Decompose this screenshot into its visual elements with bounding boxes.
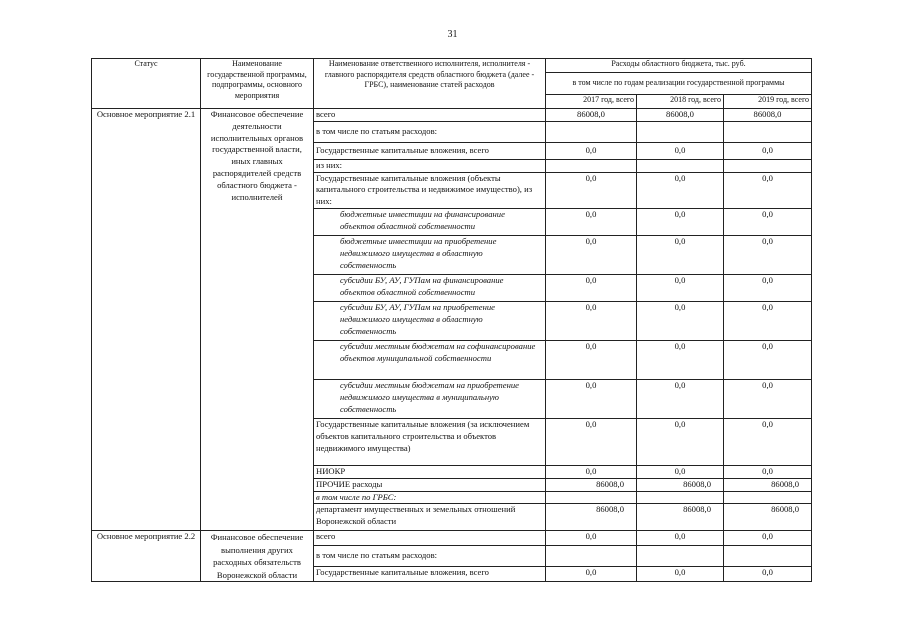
row-label: субсидии БУ, АУ, ГУПам на финансирование объектов областной собственности <box>314 274 546 301</box>
row-value-2018: 86008,0 <box>637 109 724 122</box>
row-label: субсидии БУ, АУ, ГУПам на приобретение недвижимого имущества в областную собственность <box>314 301 546 340</box>
block2-status: Основное мероприятие 2.2 <box>92 531 201 582</box>
row-value-2018: 0,0 <box>637 235 724 274</box>
row-label: субсидии местным бюджетам на софинансирование объектов муниципальной собственности <box>314 340 546 379</box>
block1-status: Основное мероприятие 2.1 <box>92 109 201 531</box>
row-label: всего <box>314 531 546 546</box>
row-value-2019: 0,0 <box>724 301 812 340</box>
row-value-2017: 0,0 <box>546 465 637 478</box>
row-value-2017: 0,0 <box>546 208 637 235</box>
row-value-2017: 86008,0 <box>546 109 637 122</box>
row-value-2019: 0,0 <box>724 418 812 465</box>
block1-name: Финансовое обеспечение деятельности исполнительных органов государственной власти, иных главных распорядителей средств областного бюджета - исполнителей <box>201 109 314 531</box>
row-label: ПРОЧИЕ расходы <box>314 478 546 491</box>
row-value-2018: 0,0 <box>637 418 724 465</box>
row-value-2018 <box>637 121 724 142</box>
row-value-2017 <box>546 491 637 504</box>
row-value-2017: 86008,0 <box>546 504 637 531</box>
row-value-2017 <box>546 546 637 567</box>
row-value-2017: 0,0 <box>546 172 637 208</box>
row-value-2019: 86008,0 <box>724 478 812 491</box>
row-label: в том числе по статьям расходов: <box>314 121 546 142</box>
row-value-2019: 0,0 <box>724 379 812 418</box>
row-label: департамент имущественных и земельных отношений Воронежской области <box>314 504 546 531</box>
header-budget: Расходы областного бюджета, тыс. руб. <box>546 59 812 73</box>
row-label: в том числе по ГРБС: <box>314 491 546 504</box>
row-value-2018: 0,0 <box>637 531 724 546</box>
row-value-2017: 0,0 <box>546 274 637 301</box>
row-value-2019: 0,0 <box>724 340 812 379</box>
row-label: из них: <box>314 159 546 172</box>
row-value-2018: 0,0 <box>637 301 724 340</box>
row-value-2019: 0,0 <box>724 142 812 159</box>
header-status: Статус <box>92 59 201 109</box>
row-value-2018: 0,0 <box>637 379 724 418</box>
row-value-2017: 0,0 <box>546 418 637 465</box>
row-value-2017: 86008,0 <box>546 478 637 491</box>
row-value-2017: 0,0 <box>546 340 637 379</box>
row-value-2019: 0,0 <box>724 531 812 546</box>
row-value-2018 <box>637 491 724 504</box>
row-value-2017: 0,0 <box>546 379 637 418</box>
page-number: 31 <box>447 29 458 40</box>
header-year-2019: 2019 год, всего <box>724 95 812 109</box>
row-value-2017: 0,0 <box>546 142 637 159</box>
row-value-2019 <box>724 159 812 172</box>
row-value-2019 <box>724 491 812 504</box>
row-value-2019: 0,0 <box>724 235 812 274</box>
row-label: Государственные капитальные вложения (за исключением объектов капитального строительства и объектов недвижимого имущества) <box>314 418 546 465</box>
row-value-2018: 0,0 <box>637 465 724 478</box>
row-value-2019: 0,0 <box>724 208 812 235</box>
block2-name: Финансовое обеспечение выполнения других расходных обязательств Воронежской области <box>201 531 314 582</box>
row-value-2018 <box>637 546 724 567</box>
header-by-years: в том числе по годам реализации государственной программы <box>546 73 812 95</box>
row-value-2017 <box>546 121 637 142</box>
row-value-2018: 0,0 <box>637 172 724 208</box>
row-value-2019: 86008,0 <box>724 109 812 122</box>
row-label: бюджетные инвестиции на приобретение недвижимого имущества в областную собственность <box>314 235 546 274</box>
row-value-2017: 0,0 <box>546 235 637 274</box>
header-executor: Наименование ответственного исполнителя, исполнителя - главного распорядителя средств областного бюджета (далее - ГРБС), наименование статей расходов <box>314 59 546 109</box>
row-label: всего <box>314 109 546 122</box>
row-label: Государственные капитальные вложения (объекты капитального строительства и недвижимое имущество), из них: <box>314 172 546 208</box>
row-value-2018 <box>637 159 724 172</box>
header-year-2017: 2017 год, всего <box>546 95 637 109</box>
row-value-2018: 0,0 <box>637 142 724 159</box>
row-value-2018: 0,0 <box>637 340 724 379</box>
budget-table <box>91 58 812 582</box>
row-value-2019: 86008,0 <box>724 504 812 531</box>
row-value-2018: 86008,0 <box>637 478 724 491</box>
row-value-2017: 0,0 <box>546 567 637 582</box>
row-value-2019 <box>724 546 812 567</box>
row-value-2017: 0,0 <box>546 531 637 546</box>
row-value-2018: 0,0 <box>637 208 724 235</box>
row-label: в том числе по статьям расходов: <box>314 546 546 567</box>
row-value-2017 <box>546 159 637 172</box>
row-value-2018: 0,0 <box>637 567 724 582</box>
header-program-name: Наименование государственной программы, подпрограммы, основного мероприятия <box>201 59 314 109</box>
row-label: НИОКР <box>314 465 546 478</box>
row-label: бюджетные инвестиции на финансирование объектов областной собственности <box>314 208 546 235</box>
row-value-2018: 0,0 <box>637 274 724 301</box>
row-value-2019: 0,0 <box>724 274 812 301</box>
row-value-2019 <box>724 121 812 142</box>
row-label: Государственные капитальные вложения, всего <box>314 567 546 582</box>
row-value-2018: 86008,0 <box>637 504 724 531</box>
row-value-2019: 0,0 <box>724 567 812 582</box>
header-year-2018: 2018 год, всего <box>637 95 724 109</box>
row-label: Государственные капитальные вложения, всего <box>314 142 546 159</box>
row-value-2019: 0,0 <box>724 172 812 208</box>
row-value-2019: 0,0 <box>724 465 812 478</box>
row-label: субсидии местным бюджетам на приобретение недвижимого имущества в муниципальную собственность <box>314 379 546 418</box>
row-value-2017: 0,0 <box>546 301 637 340</box>
